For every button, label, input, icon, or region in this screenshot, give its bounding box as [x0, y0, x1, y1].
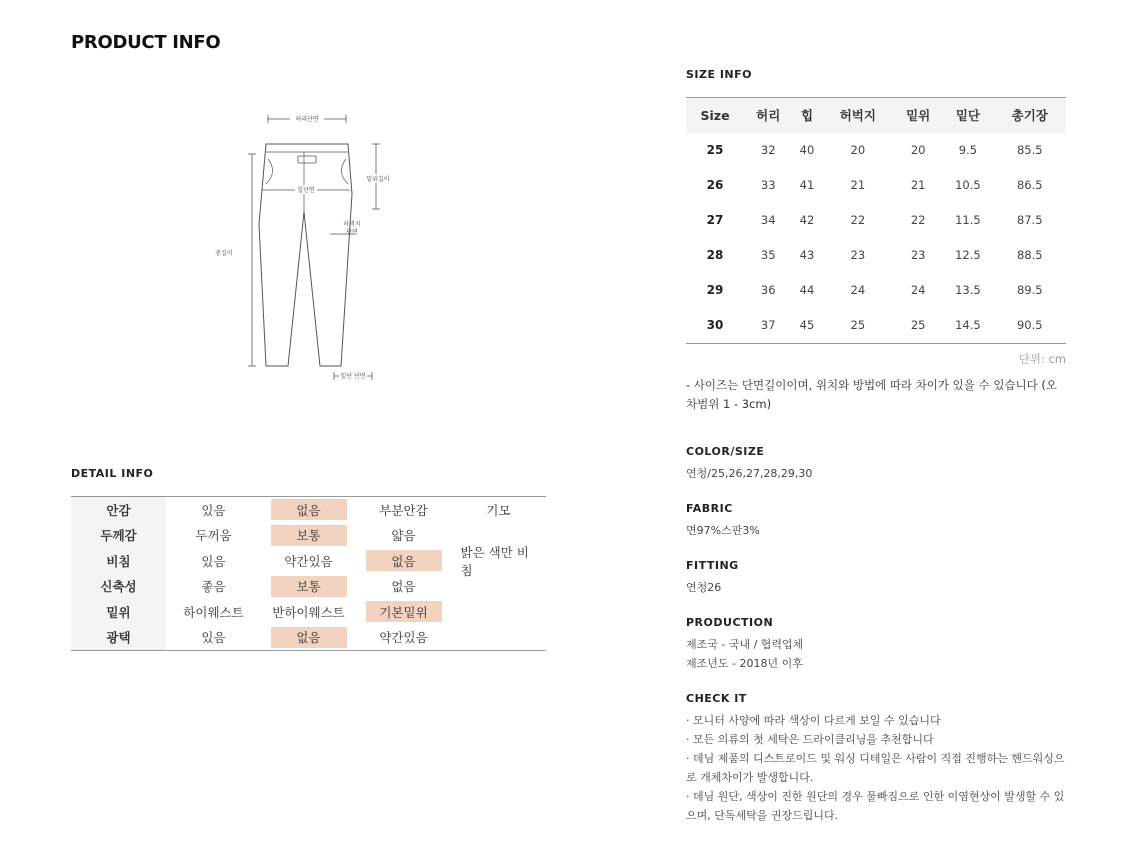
fabric-section — [686, 502, 1066, 540]
size-label-cell: 28 — [706, 248, 724, 263]
size-row — [686, 238, 1066, 273]
size-value-cell: 87.5 — [1016, 213, 1043, 228]
detail-row-label: 광택 — [71, 625, 166, 651]
detail-row — [71, 574, 546, 600]
size-value-cell: 44 — [799, 283, 815, 298]
size-value-cell: 14.5 — [955, 318, 981, 333]
detail-option-cell — [166, 599, 261, 625]
size-value-cell: 42 — [799, 213, 815, 228]
color-size-heading: COLOR/SIZE — [686, 445, 765, 458]
size-value-cell: 36 — [760, 283, 776, 298]
detail-row — [71, 625, 546, 651]
size-value-cell: 32 — [760, 143, 776, 158]
detail-row — [71, 544, 546, 578]
detail-option-cell — [451, 497, 546, 523]
size-note: - 사이즈는 단면길이이며, 위치와 방법에 따라 차이가 있을 수 있습니다 (오차범위 1 - 3cm) — [686, 378, 1058, 411]
detail-option: 없음 — [391, 579, 416, 595]
size-value-cell: 45 — [799, 318, 815, 333]
detail-option-cell — [261, 625, 356, 651]
size-value-cell: 24 — [910, 283, 926, 298]
size-value-cell: 41 — [799, 178, 815, 193]
pants-outline-illustration — [200, 104, 410, 394]
size-label-cell: 26 — [706, 178, 724, 193]
detail-option-cell — [451, 625, 546, 651]
size-value-cell: 88.5 — [1016, 248, 1043, 263]
production-line-1: 제조국 - 국내 / 협력업체 — [686, 638, 804, 651]
detail-row-label: 신축성 — [71, 574, 166, 600]
size-value-cell: 25 — [850, 318, 866, 333]
length-label: 총길이 — [215, 250, 233, 257]
detail-option-selected: 기본밑위 — [366, 601, 442, 622]
check-it-item: · 데님 제품의 디스트로이드 및 워싱 디테일은 사람이 직접 진행하는 핸드워싱으로 개체차이가 발생합니다. — [686, 752, 1065, 784]
detail-option-cell — [356, 599, 451, 625]
size-value-cell: 20 — [850, 143, 866, 158]
detail-option-cell — [451, 574, 546, 600]
unit-label: 단위: cm — [1018, 352, 1066, 366]
size-info-heading: SIZE INFO — [686, 68, 752, 81]
detail-option-cell — [451, 599, 546, 625]
size-value-cell: 37 — [760, 318, 776, 333]
size-row — [686, 203, 1066, 238]
rise-label: 밑위길이 — [366, 176, 390, 183]
detail-info-heading: DETAIL INFO — [71, 467, 154, 480]
detail-row — [71, 599, 546, 625]
size-label-cell: 25 — [706, 143, 724, 158]
size-row — [686, 273, 1066, 308]
size-header-cell: 총기장 — [994, 98, 1066, 133]
size-value-cell: 24 — [850, 283, 866, 298]
thigh-label-2: 단면 — [346, 229, 358, 236]
detail-option-cell — [356, 625, 451, 651]
production-line-2: 제조년도 - 2018년 이후 — [686, 657, 803, 670]
detail-option: 부분안감 — [379, 502, 428, 518]
detail-option-cell — [261, 548, 356, 574]
detail-option-selected: 없음 — [271, 499, 347, 520]
size-value-cell: 86.5 — [1016, 178, 1043, 193]
size-value-cell: 85.5 — [1016, 143, 1043, 158]
detail-option: 하이웨스트 — [183, 604, 244, 620]
size-header-cell: 밑단 — [942, 98, 993, 133]
detail-option-cell — [261, 599, 356, 625]
thigh-label-1: 허벅지 — [343, 221, 361, 228]
size-header-cell: Size — [686, 98, 744, 133]
detail-option-cell — [356, 548, 451, 574]
detail-option — [461, 576, 537, 597]
size-header-cell: 허리 — [744, 98, 792, 133]
size-header-cell: 힙 — [792, 98, 821, 133]
detail-option: 약간있음 — [284, 553, 333, 569]
size-value-cell: 11.5 — [955, 213, 981, 228]
size-value-cell: 9.5 — [958, 143, 978, 158]
size-row — [686, 308, 1066, 343]
size-row — [686, 133, 1066, 168]
pants-diagram — [200, 104, 410, 394]
detail-option-cell — [166, 548, 261, 574]
detail-option-cell — [166, 625, 261, 651]
size-value-cell: 25 — [910, 318, 926, 333]
size-value-cell: 34 — [760, 213, 776, 228]
detail-option-selected: 보통 — [271, 576, 347, 597]
check-it-heading: CHECK IT — [686, 692, 747, 705]
detail-option — [461, 601, 537, 622]
detail-option-selected: 없음 — [271, 627, 347, 648]
check-it-list — [686, 711, 1066, 825]
detail-option-cell — [356, 574, 451, 600]
detail-row-label: 안감 — [71, 497, 166, 523]
size-value-cell: 90.5 — [1016, 318, 1043, 333]
detail-info-table — [71, 496, 546, 651]
size-value-cell: 22 — [850, 213, 866, 228]
detail-option-cell — [261, 574, 356, 600]
fitting-section — [686, 559, 1066, 597]
detail-row — [71, 497, 546, 523]
size-value-cell: 10.5 — [955, 178, 981, 193]
detail-row-label: 밑위 — [71, 599, 166, 625]
detail-option: 얇음 — [391, 528, 416, 544]
waist-label: 허리단면 — [295, 116, 319, 123]
hem-label: 밑단 단면 — [340, 373, 366, 380]
detail-option-cell — [451, 544, 546, 578]
detail-option-cell — [356, 523, 451, 549]
size-value-cell: 23 — [910, 248, 926, 263]
size-table-header — [686, 98, 1066, 133]
size-value-cell: 43 — [799, 248, 815, 263]
size-label-cell: 27 — [706, 213, 724, 228]
size-header-cell: 허벅지 — [822, 98, 894, 133]
fitting-heading: FITTING — [686, 559, 739, 572]
size-value-cell: 20 — [910, 143, 926, 158]
hip-label: 힙단면 — [297, 187, 315, 194]
size-header-cell: 밑위 — [894, 98, 942, 133]
detail-option — [461, 627, 537, 648]
detail-option: 있음 — [201, 502, 226, 518]
detail-option-cell — [166, 574, 261, 600]
color-size-section — [686, 445, 1066, 483]
fabric-heading: FABRIC — [686, 502, 733, 515]
size-value-cell: 13.5 — [955, 283, 981, 298]
detail-row-label: 비침 — [71, 548, 166, 574]
check-it-item: · 모니터 사양에 따라 색상이 다르게 보일 수 있습니다 — [686, 714, 941, 727]
color-size-value: 연청/25,26,27,28,29,30 — [686, 467, 813, 480]
check-it-section — [686, 692, 1066, 825]
detail-option: 좋음 — [201, 579, 226, 595]
size-value-cell: 23 — [850, 248, 866, 263]
detail-row-label: 두께감 — [71, 523, 166, 549]
detail-option: 있음 — [201, 630, 226, 646]
detail-option-selected: 없음 — [366, 550, 442, 571]
detail-option-cell — [261, 523, 356, 549]
size-row — [686, 168, 1066, 203]
size-value-cell: 21 — [910, 178, 926, 193]
detail-option: 밝은 색만 비침 — [460, 544, 529, 578]
size-value-cell: 40 — [799, 143, 815, 158]
detail-option: 약간있음 — [379, 630, 428, 646]
detail-option: 두꺼움 — [195, 528, 232, 544]
detail-option-cell — [166, 523, 261, 549]
size-label-cell: 30 — [706, 318, 724, 333]
check-it-item: · 모든 의류의 첫 세탁은 드라이클리닝을 추천합니다 — [686, 733, 934, 746]
detail-option-cell — [356, 497, 451, 523]
fitting-value: 연청26 — [686, 581, 722, 594]
check-it-item: · 데님 원단, 색상이 진한 원단의 경우 물빠짐으로 인한 이염현상이 발생할 수 있으며, 단독세탁을 권장드립니다. — [686, 790, 1065, 822]
size-info-table — [686, 97, 1066, 344]
production-section — [686, 616, 1066, 673]
size-value-cell: 21 — [850, 178, 866, 193]
detail-option-selected: 보통 — [271, 525, 347, 546]
detail-option: 반하이웨스트 — [272, 604, 345, 620]
detail-option: 기모 — [486, 502, 511, 518]
fabric-value: 면97%스판3% — [686, 524, 760, 537]
size-value-cell: 89.5 — [1016, 283, 1043, 298]
size-value-cell: 12.5 — [955, 248, 981, 263]
size-value-cell: 33 — [760, 178, 776, 193]
detail-option: 있음 — [201, 553, 226, 569]
page-title: PRODUCT INFO — [71, 32, 221, 53]
size-value-cell: 35 — [760, 248, 776, 263]
size-value-cell: 22 — [910, 213, 926, 228]
detail-option-cell — [166, 497, 261, 523]
production-heading: PRODUCTION — [686, 616, 774, 629]
detail-option-cell — [261, 497, 356, 523]
size-label-cell: 29 — [706, 283, 724, 298]
size-table-body — [686, 133, 1066, 344]
